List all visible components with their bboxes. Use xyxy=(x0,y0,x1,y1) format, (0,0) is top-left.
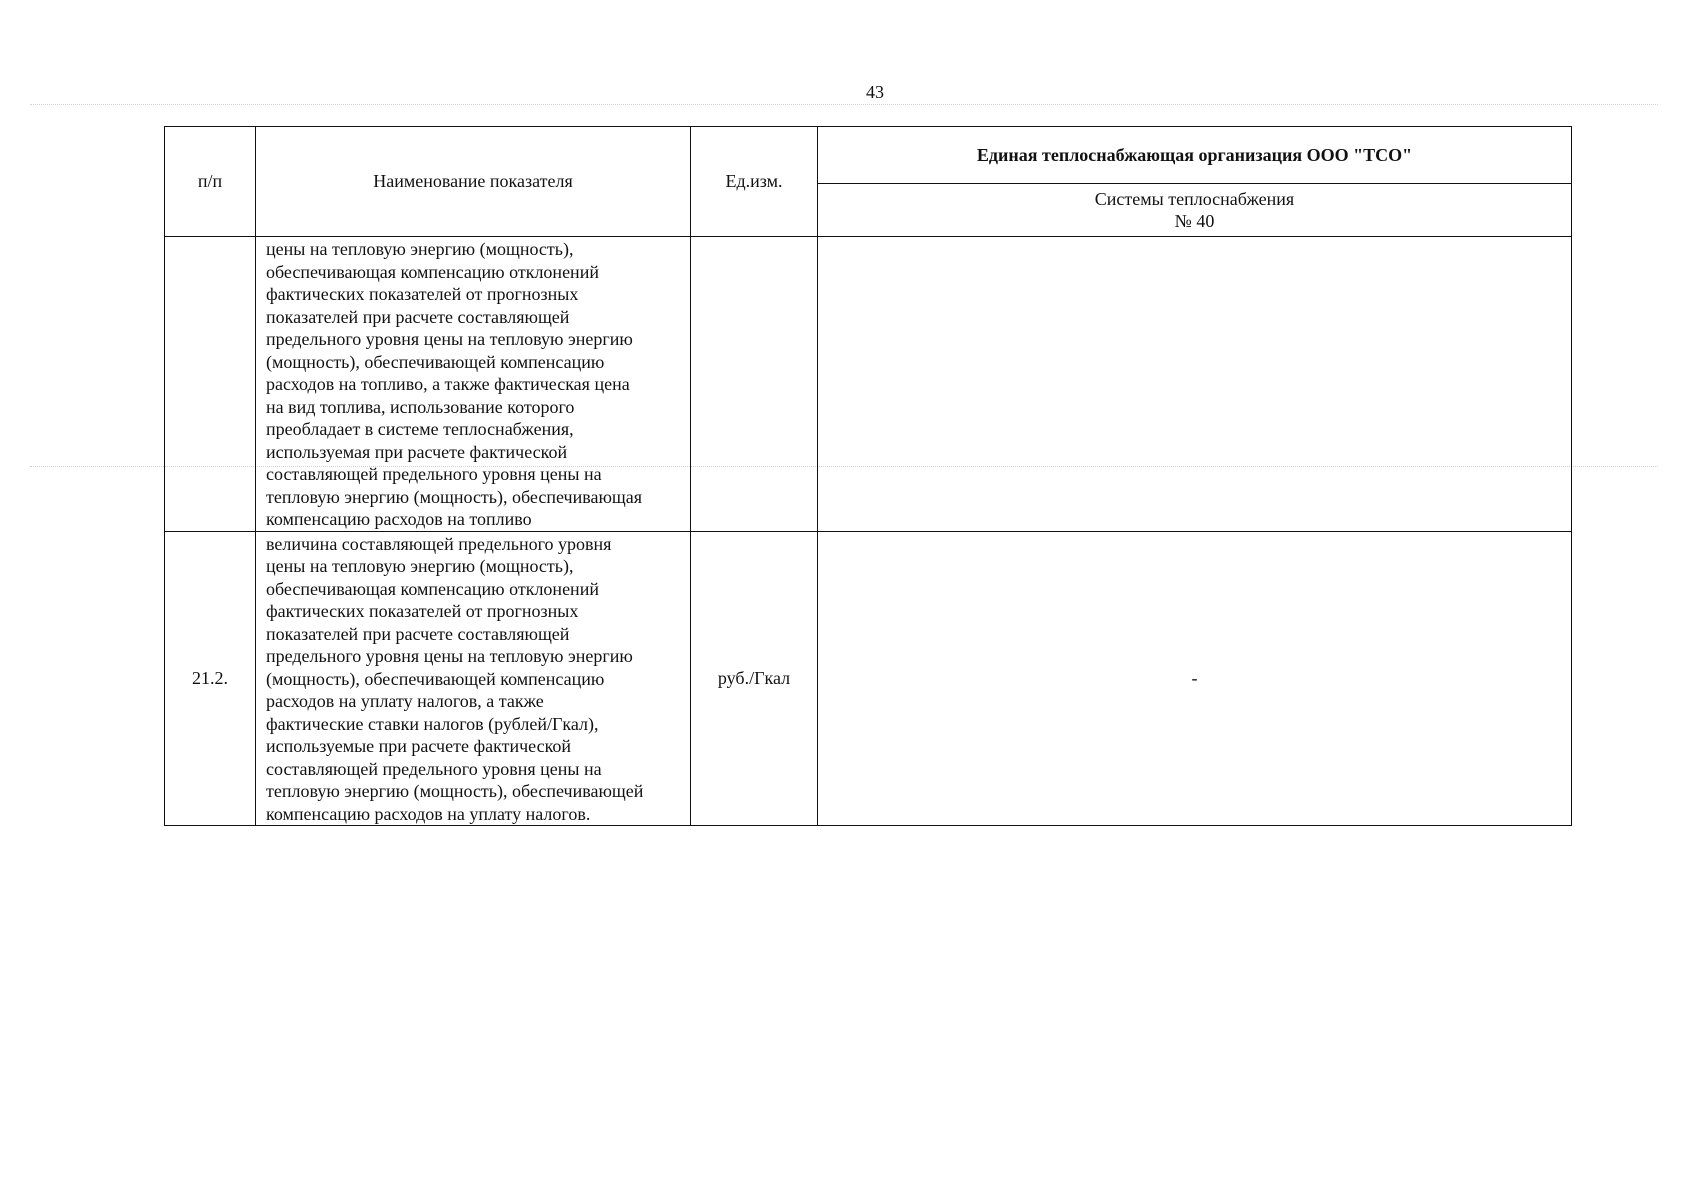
row-unit: руб./Гкал xyxy=(691,531,818,826)
row-name-line: компенсацию расходов на уплату налогов. xyxy=(266,803,591,824)
row-name-line: предельного уровня цены на тепловую энергию xyxy=(266,646,633,666)
row-name-line: расходов на уплату налогов, а также xyxy=(266,691,544,711)
row-unit xyxy=(691,237,818,532)
row-name-line: расходов на топливо, а также фактическая цена xyxy=(266,374,630,394)
row-name-line: цены на тепловую энергию (мощность), xyxy=(266,556,574,576)
row-name-text xyxy=(256,532,690,826)
header-heat-system-title: Системы теплоснабжения xyxy=(1094,189,1295,209)
row-name-line: фактических показателей от прогнозных xyxy=(266,601,579,621)
row-name-line: на вид топлива, использование которого xyxy=(266,396,575,417)
row-name-line: преобладает в системе теплоснабжения, xyxy=(266,419,574,439)
row-name xyxy=(256,237,691,532)
row-name-line: используемая при расчете фактической xyxy=(266,441,568,462)
row-name-line: обеспечивающая компенсацию отклонений xyxy=(266,578,599,599)
row-value: - xyxy=(818,531,1572,826)
header-heat-system xyxy=(818,184,1572,237)
header-name: Наименование показателя xyxy=(256,127,691,237)
row-name-line: используемые при расчете фактической xyxy=(266,736,572,756)
row-name xyxy=(256,531,691,826)
row-name-line: составляющей предельного уровня цены на xyxy=(266,758,602,779)
row-name-line: фактических показателей от прогнозных xyxy=(266,284,579,304)
row-name-line: составляющей предельного уровня цены на xyxy=(266,464,602,484)
row-name-line: показателей при расчете составляющей xyxy=(266,306,570,327)
row-name-line: тепловую энергию (мощность), обеспечивающая xyxy=(266,486,643,507)
header-unit: Ед.изм. xyxy=(691,127,818,237)
table-row xyxy=(165,237,1572,532)
row-name-line: (мощность), обеспечивающей компенсацию xyxy=(266,351,605,372)
row-name-line: тепловую энергию (мощность), обеспечивающей xyxy=(266,781,644,801)
row-name-line: (мощность), обеспечивающей компенсацию xyxy=(266,668,605,689)
row-num xyxy=(165,237,256,532)
header-heat-system-number: № 40 xyxy=(1174,211,1215,231)
row-num: 21.2. xyxy=(165,531,256,826)
row-name-line: величина составляющей предельного уровня xyxy=(266,533,612,554)
scan-artifact-line xyxy=(30,104,1658,105)
header-num: п/п xyxy=(165,127,256,237)
row-name-line: показателей при расчете составляющей xyxy=(266,623,570,644)
row-name-line: цены на тепловую энергию (мощность), xyxy=(266,239,574,259)
row-name-line: фактические ставки налогов (рублей/Гкал), xyxy=(266,713,599,734)
table-header-row xyxy=(165,127,1572,184)
row-name-text xyxy=(256,237,690,531)
row-value xyxy=(818,237,1572,532)
row-name-line: компенсацию расходов на топливо xyxy=(266,509,532,529)
indicators-table xyxy=(164,126,1572,826)
page-number: 43 xyxy=(866,82,884,102)
row-name-line: предельного уровня цены на тепловую энергию xyxy=(266,329,633,349)
table-row xyxy=(165,531,1572,826)
row-name-line: обеспечивающая компенсацию отклонений xyxy=(266,261,599,282)
header-organization: Единая теплоснабжающая организация ООО "ТСО" xyxy=(818,127,1572,184)
